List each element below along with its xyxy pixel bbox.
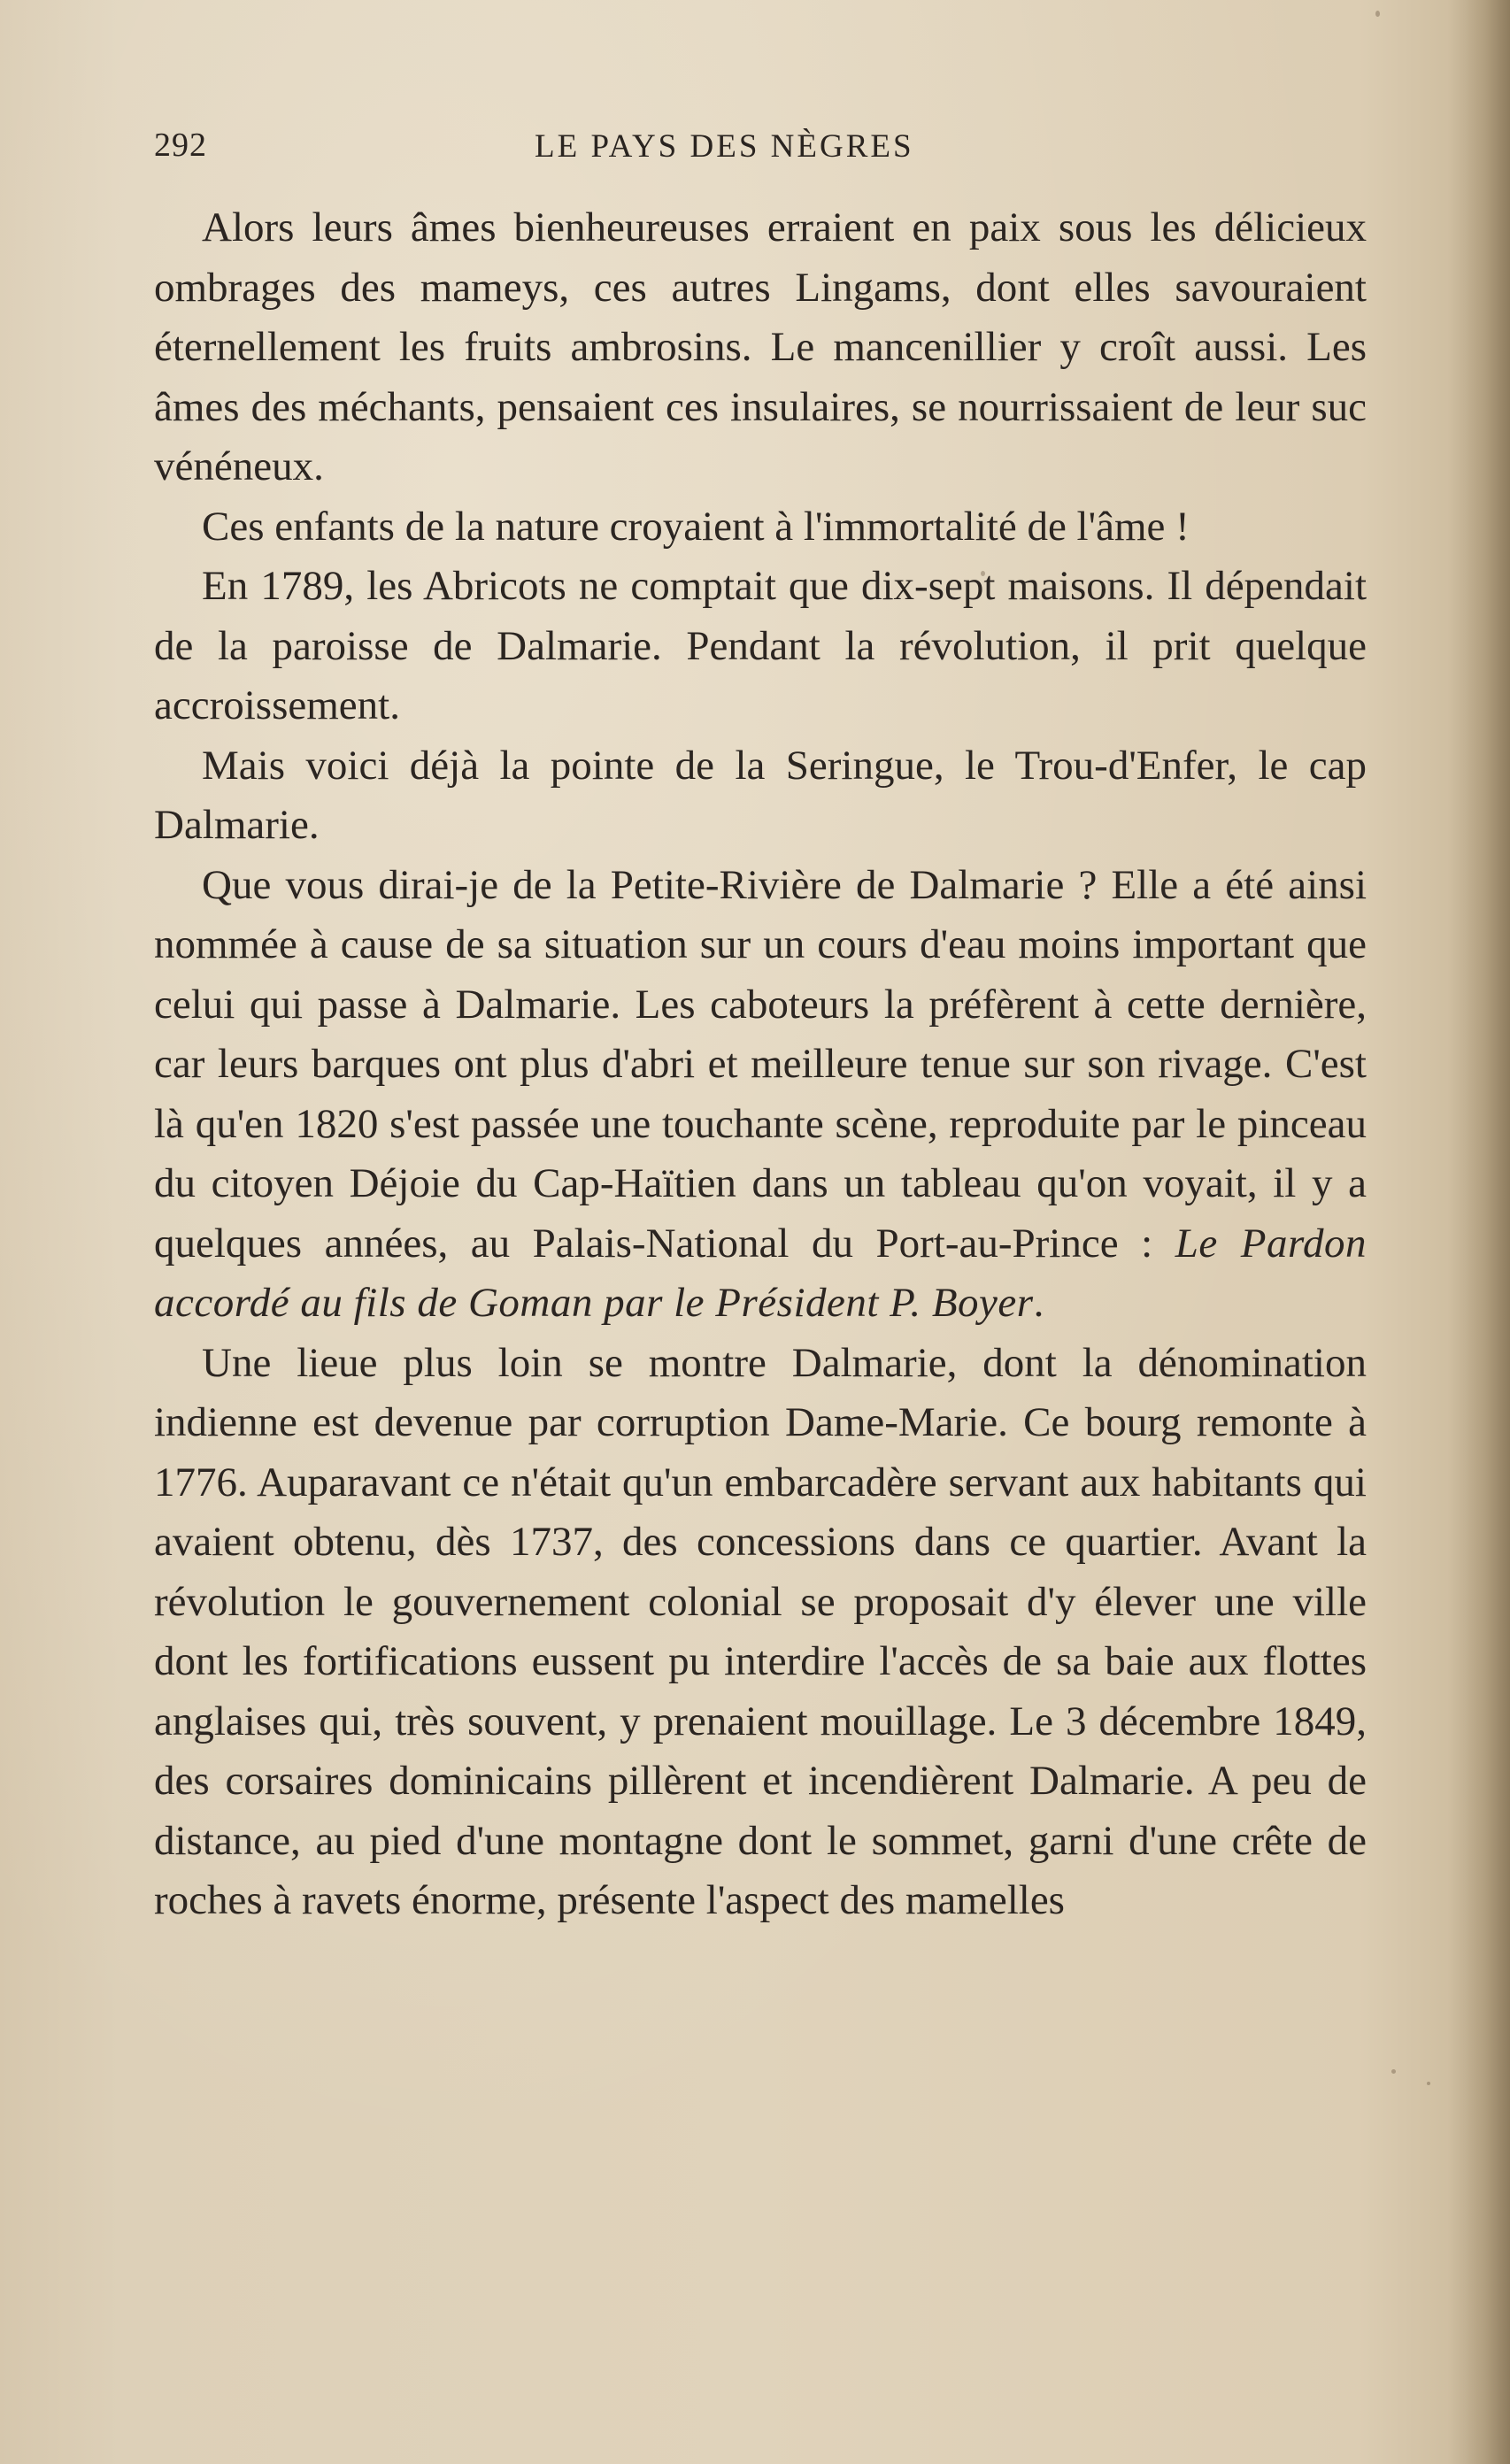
paragraph-petite-riviere: [154, 856, 1367, 1334]
paragraph-seringue: Mais voici déjà la pointe de la Seringue, le Trou-d'Enfer, le cap Dalmarie.: [154, 742, 1367, 848]
painting-title: Le Pardon accordé au fils de Goman par le Président P. Boyer: [154, 1220, 1367, 1326]
page-number: 292: [154, 127, 207, 164]
petite-riviere-end: .: [1033, 1280, 1044, 1326]
running-head: [154, 126, 1367, 170]
body-text: [154, 198, 1367, 1931]
paper-speck: [1375, 11, 1380, 17]
paper-speck: [981, 571, 985, 576]
paper-speck: [1391, 2069, 1396, 2074]
paper-speck: [1427, 2082, 1430, 2085]
running-title: LE PAYS DES NÈGRES: [535, 128, 914, 165]
paragraph-souls: Alors leurs âmes bienheureuses erraient en paix sous les délicieux ombrages des mameys, ces autres Lingams, dont elles savouraient éternellement les fruits ambrosins. Le mancenillier y croît aussi. Les âmes des méchants, pensaient ces insulaires, se nourrissaient de leur suc vénéneux.: [154, 204, 1367, 489]
page-edge-shadow: [1448, 0, 1510, 2464]
paragraph-dalmarie: Une lieue plus loin se montre Dalmarie, dont la dénomination indienne est devenue par corruption Dame-Marie. Ce bourg remonte à 1776. Auparavant ce n'était qu'un embarcadère servant aux habitants qui avaient obtenu, dès 1737, des concessions dans ce quartier. Avant la révolution le gouvernement colonial se proposait d'y élever une ville dont les fortifications eussent pu interdire l'accès de sa baie aux flottes anglaises qui, très souvent, y prenaient mouillage. Le 3 décembre 1849, des corsaires dominicains pillèrent et incendièrent Dalmarie. A peu de distance, au pied d'une montagne dont le sommet, garni d'une crête de roches à ravets énorme, présente l'aspect des mamelles: [154, 1339, 1367, 1923]
petite-riviere-text: Que vous dirai-je de la Petite-Rivière de Dalmarie ? Elle a été ainsi nommée à cause de sa situation sur un cours d'eau moins important que celui qui passe à Dalmarie. Les caboteurs la préfèrent à cette dernière, car leurs barques ont plus d'abri et meilleure tenue sur son rivage. C'est là qu'en 1820 s'est passée une touchante scène, reproduite par le pinceau du citoyen Déjoie du Cap-Haïtien dans un tableau qu'on voyait, il y a quelques années, au Palais-National du Port-au-Prince :: [154, 861, 1367, 1267]
paragraph-abricots: En 1789, les Abricots ne comptait que dix-sept maisons. Il dépendait de la paroisse de Dalmarie. Pendant la révolution, il prit quelque accroissement.: [154, 563, 1367, 728]
paragraph-immortality: Ces enfants de la nature croyaient à l'immortalité de l'âme !: [202, 503, 1190, 550]
